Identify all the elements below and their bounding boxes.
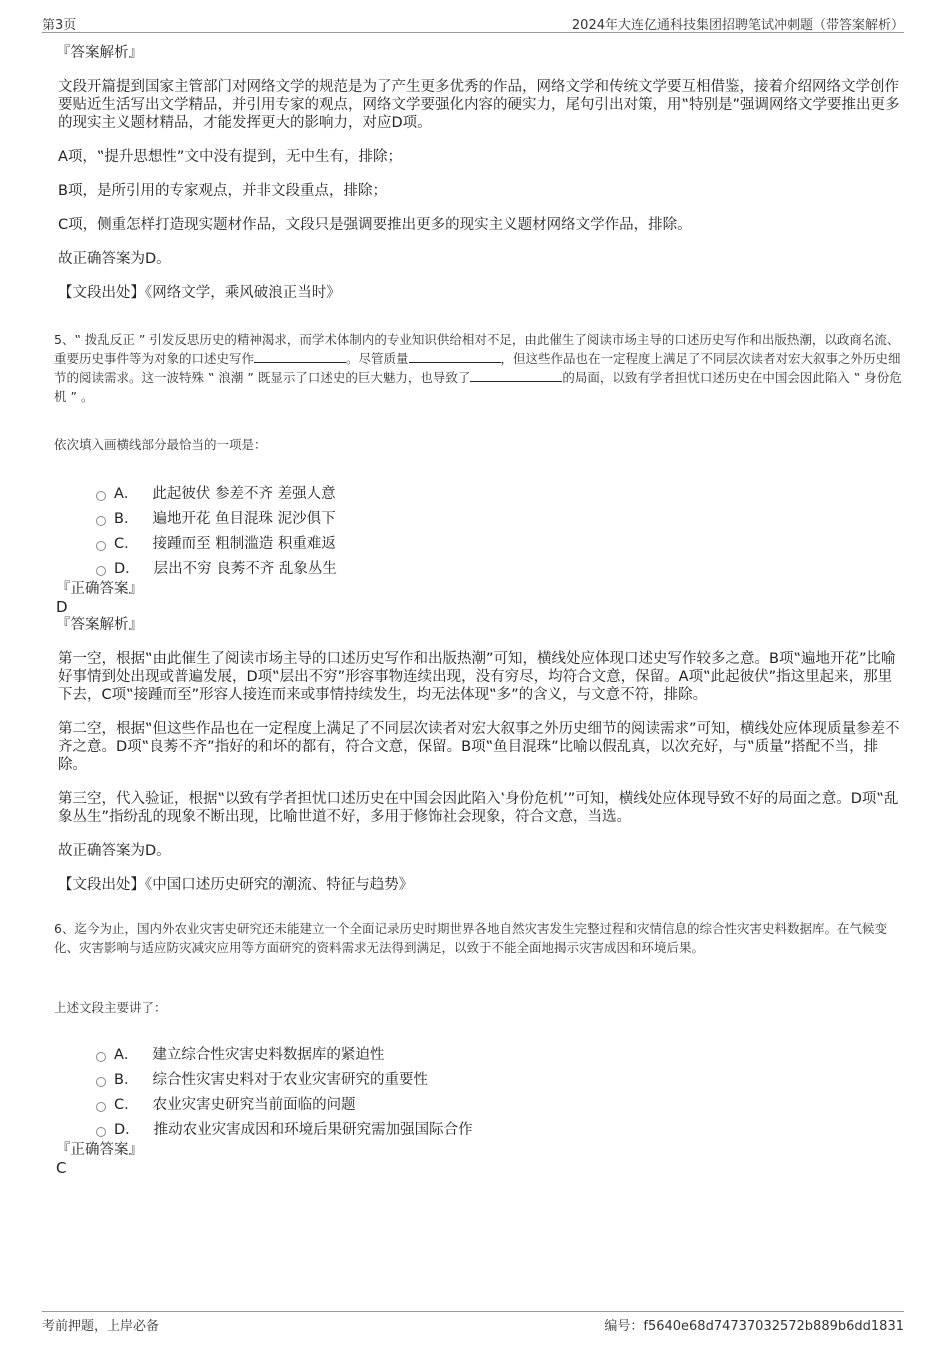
document-title: 2024年大连亿通科技集团招聘笔试冲刺题（带答案解析） (571, 18, 904, 33)
analysis-paragraph-3: 第三空，代入验证，根据‟以致有学者担忧口述历史在中国会因此陷入‛身份危机’”可知，横线处应体现导致不好的局面之意。D项‟乱象丛生”指纷乱的现象不断出现，比喻世道不好，多用于修饰社会现象，符合文意，当选。 (58, 791, 899, 825)
option-b[interactable]: B． 综合性灾害史料对于农业灾害研究的重要性 (96, 1066, 902, 1091)
analysis-paragraph: 文段开篇提到国家主管部门对网络文学的规范是为了产生更多优秀的作品，网络文学和传统文学要互相借鉴，接着介绍网络文学创作要贴近生活写出文学精品，并引用专家的观点，网络文学要强化内容的硬实力，尾句引出对策，用‟特别是”强调网络文学要推出更多的现实主义题材精品，才能发挥更大的影响力，对应D项。 (58, 79, 900, 131)
question-6-options (96, 1041, 902, 1141)
radio-icon[interactable] (96, 491, 106, 501)
analysis-label: 『答案解析』 (56, 45, 143, 61)
footer-slogan: 考前押题，上岸必备 (42, 1319, 160, 1334)
radio-icon[interactable] (96, 541, 106, 551)
radio-icon[interactable] (96, 1102, 106, 1112)
analysis-line-b: B项，是所引用的专家观点，并非文段重点，排除； (58, 183, 387, 199)
page-footer (42, 1311, 904, 1336)
correct-answer-label: 『正确答案』 (56, 1142, 143, 1158)
question-6-prompt: 上述文段主要讲了： (54, 999, 167, 1015)
question-5-options (96, 480, 902, 580)
option-a[interactable]: A． 此起彼伏 参差不齐 差强人意 (96, 480, 902, 505)
question-5-stem: 5、‟ 拨乱反正 ” 引发反思历史的精神渴求，而学术体制内的专业知识供给相对不足，由此催生了阅读市场主导的口述历史写作和出版热潮，以政商名流、重要历史事件等为对象的口述史写作 。尽管质量 ，但这些作品也在一定程度上满足了不同层次读者对宏大叙事之外历史细节的阅读需求。这一波特殊 ‟ 浪潮 ” 既显示了口述史的巨大魅力，也导致了 的局面，以致有学者担忧口述历史在中国会因此陷入 ‟ 身份危机 ” 。 (54, 332, 902, 404)
option-d[interactable]: D． 推动农业灾害成因和环境后果研究需加强国际合作 (96, 1116, 902, 1141)
radio-icon[interactable] (96, 1127, 106, 1137)
page-header (42, 12, 904, 33)
document-serial: 编号：f5640e68d74737032572b889b6dd1831 (604, 1319, 904, 1334)
main-content (54, 44, 902, 1177)
fill-blank-2 (409, 350, 501, 363)
correct-answer-label: 『正确答案』 (56, 581, 143, 597)
analysis-line-c: C项，侧重怎样打造现实题材作品，文段只是强调要推出更多的现实主义题材网络文学作品，排除。 (58, 217, 692, 233)
question-6-stem: 6、迄今为止，国内外农业灾害史研究还未能建立一个全面记录历史时期世界各地自然灾害发生完整过程和灾情信息的综合性灾害史料数据库。在气候变化、灾害影响与适应防灾减灾应用等方面研究的资料需求无法得到满足，以致于不能全面地揭示灾害成因和环境后果。 (54, 920, 887, 955)
answer-conclusion: 故正确答案为D。 (58, 251, 171, 267)
analysis-line-a: A项，‟提升思想性”文中没有提到，无中生有，排除； (58, 149, 402, 165)
analysis-label: 『答案解析』 (56, 617, 143, 633)
page-number: 第3页 (42, 18, 77, 33)
question-5-prompt: 依次填入画横线部分最恰当的一项是： (54, 436, 267, 452)
fill-blank-3 (470, 369, 562, 382)
analysis-paragraph-1: 第一空，根据‟由此催生了阅读市场主导的口述历史写作和出版热潮”可知，横线处应体现口述史写作较多之意。B项‟遍地开花”比喻好事情到处出现或普遍发展，D项‟层出不穷”形容事物连续出现，没有穷尽，均符合文意，保留。A项‟此起彼伏”指这里起来，那里下去，C项‟接踵而至”形容人接连而来或事情持续发生，均无法体现‟多”的含义，与文意不符，排除。 (58, 651, 896, 703)
correct-answer: C (56, 1159, 67, 1177)
source-citation: 【文段出处】《中国口述历史研究的潮流、特征与趋势》 (58, 877, 414, 893)
radio-icon[interactable] (96, 1052, 106, 1062)
correct-answer: D (56, 598, 68, 616)
radio-icon[interactable] (96, 566, 106, 576)
option-a[interactable]: A． 建立综合性灾害史料数据库的紧迫性 (96, 1041, 902, 1066)
option-b[interactable]: B． 遍地开花 鱼目混珠 泥沙俱下 (96, 505, 902, 530)
option-d[interactable]: D． 层出不穷 良莠不齐 乱象丛生 (96, 555, 902, 580)
option-c[interactable]: C． 农业灾害史研究当前面临的问题 (96, 1091, 902, 1116)
answer-conclusion: 故正确答案为D。 (58, 843, 171, 859)
analysis-paragraph-2: 第二空，根据‟但这些作品也在一定程度上满足了不同层次读者对宏大叙事之外历史细节的阅读需求”可知，横线处应体现质量参差不齐之意。D项‟良莠不齐”指好的和坏的都有，符合文意，保留。B项‟鱼目混珠”比喻以假乱真，以次充好，与‟质量”搭配不当，排除。 (58, 721, 900, 773)
radio-icon[interactable] (96, 516, 106, 526)
source-citation: 【文段出处】《网络文学，乘风破浪正当时》 (58, 285, 341, 301)
radio-icon[interactable] (96, 1077, 106, 1087)
option-c[interactable]: C． 接踵而至 粗制滥造 积重难返 (96, 530, 902, 555)
fill-blank-1 (254, 350, 346, 363)
